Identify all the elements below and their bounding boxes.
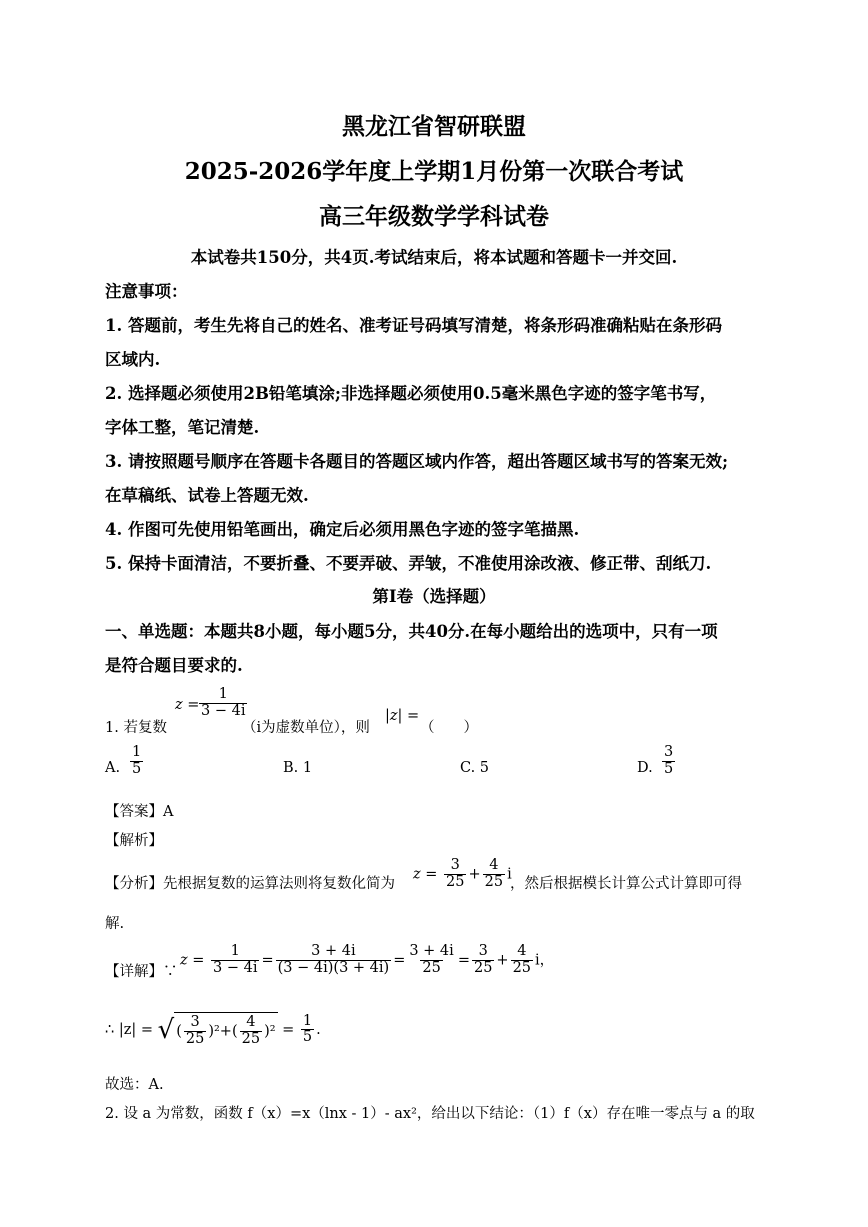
fenxi-expression xyxy=(413,858,512,891)
expr-tail: i， xyxy=(535,952,555,969)
frac-den: 3 − 4i xyxy=(201,702,246,719)
q1-paren: （ ） xyxy=(420,720,478,736)
frac-num: 3 + 4i xyxy=(311,943,356,959)
notice-title: 注意事项： xyxy=(105,282,188,301)
frac-num: 1 xyxy=(132,744,142,760)
frac-num: 1 xyxy=(230,943,240,959)
notice-line: 3. 请按照题号顺序在答题卡各题目的答题区域内作答，超出答题区域书写的答案无效; xyxy=(105,452,729,471)
frac-num: 4 xyxy=(489,857,499,873)
q1-z-eq: z = xyxy=(175,697,200,713)
league-title: 黑龙江省智研联盟 xyxy=(342,113,526,140)
notice-line: 区域内. xyxy=(105,350,161,369)
frac-den: 5 xyxy=(664,760,674,777)
frac-num: 4 xyxy=(517,943,527,959)
answer-line: 【答案】A xyxy=(105,804,174,820)
frac-den: 25 xyxy=(185,1030,205,1047)
option-a-label: A. xyxy=(105,760,121,776)
frac-num: 1 xyxy=(302,1012,313,1029)
frac-num: 4 xyxy=(246,1014,256,1030)
option-d-fraction xyxy=(660,745,677,778)
exam-title: 2025-2026学年度上学期1月份第一次联合考试 xyxy=(184,158,684,185)
option-a-fraction xyxy=(128,745,145,778)
frac-den: 25 xyxy=(484,873,504,890)
expr-z: z = xyxy=(413,866,438,883)
frac-num: 3 xyxy=(450,857,460,873)
notice-line: 在草稿纸、试卷上答题无效. xyxy=(105,486,309,505)
fenxi-text: ，然后根据模长计算公式计算即可得 xyxy=(510,876,742,892)
frac-num: 1 xyxy=(218,686,228,702)
notice-line: 1. 答题前，考生先将自己的姓名、准考证号码填写清楚，将条形码准确粘贴在条形码 xyxy=(105,316,722,335)
frac-den: 5 xyxy=(132,760,142,777)
option-d-label: D. xyxy=(637,760,653,776)
subject-title: 高三年级数学学科试卷 xyxy=(319,203,549,230)
notice-line: 2. 选择题必须使用2B铅笔填涂;非选择题必须使用0.5毫米黑色字迹的签字笔书写， xyxy=(105,384,717,403)
frac-num: 3 xyxy=(478,943,488,959)
notice-line: 5. 保持卡面清洁，不要折叠、不要弄破、弄皱，不准使用涂改液、修正带、刮纸刀. xyxy=(105,554,712,573)
section-desc: 是符合题目要求的. xyxy=(105,656,243,675)
analysis-title: 【解析】 xyxy=(105,833,163,849)
sqrt-body: ( $\frac{3}{25}$ )²+( $\frac{4}{25}$ )² xyxy=(176,1014,276,1047)
section-desc: 一、单选题：本题共8小题，每小题5分，共40分.在每小题给出的选项中，只有一项 xyxy=(105,622,718,641)
sqrt-icon: √ xyxy=(157,1014,175,1045)
q2-text: 2. 设 a 为常数，函数 f（x）=x（lnx - 1）- ax²，给出以下结论：（1）f（x）存在唯一零点与 a 的取 xyxy=(105,1106,755,1122)
fenxi-text: 【分析】先根据复数的运算法则将复数化简为 xyxy=(105,876,395,892)
frac-den: 25 xyxy=(473,959,493,976)
intro-text: 本试卷共150分，共4页.考试结束后，将本试题和答题卡一并交回. xyxy=(190,248,678,267)
fenxi-end: 解. xyxy=(105,916,125,932)
modulus-expression: ∴ |z| = √ ( $\frac{3}{25}$ )²+( $\frac{4}{25}$ )² = $\frac{1}{5}$ . xyxy=(105,1012,321,1047)
q1-abs-z: |z| = xyxy=(385,708,420,724)
frac-den: 25 xyxy=(422,959,441,976)
therefore-abs-z: ∴ |z| = xyxy=(105,1021,154,1038)
frac-den: 3 − 4i xyxy=(213,959,258,976)
section-title: 第I卷（选择题） xyxy=(372,587,496,606)
notice-line: 字体工整，笔记清楚. xyxy=(105,418,260,437)
detail-prefix: 【详解】∵ xyxy=(105,964,178,980)
q1-fraction xyxy=(197,687,249,720)
frac-den: 25 xyxy=(241,1030,261,1047)
imag-unit: i xyxy=(507,866,512,883)
option-c: C. 5 xyxy=(460,760,490,776)
expr-z: z = xyxy=(180,952,205,969)
frac-num: 3 + 4i xyxy=(409,943,454,959)
notice-line: 4. 作图可先使用铅笔画出，确定后必须用黑色字迹的签字笔描黑. xyxy=(105,520,580,539)
frac-den: 5 xyxy=(302,1029,313,1046)
frac-den: (3 − 4i)(3 + 4i) xyxy=(277,959,390,976)
detail-expression: z = $\frac{1}{3 - 4i}$ = $\frac{3 + 4i}{(3 - 4i)(3 + 4i)}$ = $\frac{3 + 4i}{25}$ = $\frac{3}{25}$ + $\frac{4}{25}$ i， xyxy=(180,943,555,976)
frac-num: 3 xyxy=(190,1014,200,1030)
q1-middle: （i为虚数单位），则 xyxy=(242,720,370,736)
q1-prefix: 1. 若复数 xyxy=(105,720,167,736)
conclusion: 故选：A. xyxy=(105,1077,164,1093)
frac-num: 3 xyxy=(664,744,674,760)
plus-sign: + xyxy=(468,866,481,883)
frac-den: 25 xyxy=(512,959,532,976)
frac-den: 25 xyxy=(446,873,465,890)
option-b: B. 1 xyxy=(283,760,313,776)
